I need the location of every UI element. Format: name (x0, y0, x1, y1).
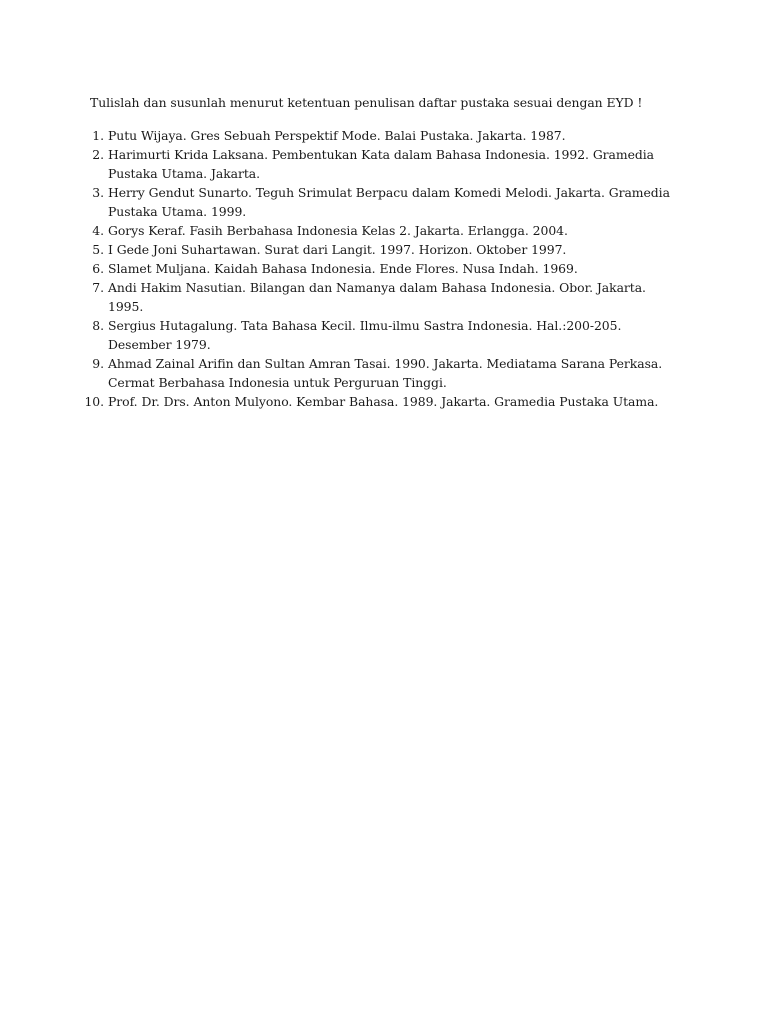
document-content (84, 93, 680, 411)
item-text: Harimurti Krida Laksana. Pembentukan Kata dalam Bahasa Indonesia. 1992. Gramedia Pustaka Utama. Jakarta. (108, 147, 655, 181)
item-number: 8. (92, 318, 104, 333)
list-item (90, 183, 680, 221)
list-item (90, 354, 680, 392)
item-text: Putu Wijaya. Gres Sebuah Perspektif Mode. Balai Pustaka. Jakarta. 1987. (108, 128, 566, 143)
item-number: 3. (92, 185, 104, 200)
item-number: 1. (92, 128, 104, 143)
instruction-text: Tulislah dan susunlah menurut ketentuan penulisan daftar pustaka sesuai dengan EYD ! (90, 95, 643, 110)
list-item (90, 316, 680, 354)
list-item (90, 126, 680, 145)
bibliography-list (84, 126, 680, 411)
item-text: I Gede Joni Suhartawan. Surat dari Langit. 1997. Horizon. Oktober 1997. (108, 242, 567, 257)
item-number: 5. (92, 242, 104, 257)
item-text: Sergius Hutagalung. Tata Bahasa Kecil. Ilmu-ilmu Sastra Indonesia. Hal.:200-205. Desember 1979. (108, 318, 622, 352)
item-number: 6. (92, 261, 104, 276)
item-text: Ahmad Zainal Arifin dan Sultan Amran Tasai. 1990. Jakarta. Mediatama Sarana Perkasa. Cermat Berbahasa Indonesia untuk Perguruan Tinggi. (108, 356, 663, 390)
list-item (90, 259, 680, 278)
item-number: 2. (92, 147, 104, 162)
item-text: Andi Hakim Nasutian. Bilangan dan Namanya dalam Bahasa Indonesia. Obor. Jakarta. 1995. (108, 280, 646, 314)
list-item (84, 392, 680, 411)
item-number: 9. (92, 356, 104, 371)
list-item (90, 221, 680, 240)
list-item (90, 278, 680, 316)
item-number: 10. (84, 394, 104, 409)
item-number: 7. (92, 280, 104, 295)
item-number: 4. (92, 223, 104, 238)
item-text: Prof. Dr. Drs. Anton Mulyono. Kembar Bahasa. 1989. Jakarta. Gramedia Pustaka Utama. (108, 394, 659, 409)
item-text: Slamet Muljana. Kaidah Bahasa Indonesia. Ende Flores. Nusa Indah. 1969. (108, 261, 578, 276)
item-text: Gorys Keraf. Fasih Berbahasa Indonesia Kelas 2. Jakarta. Erlangga. 2004. (108, 223, 568, 238)
list-item (90, 240, 680, 259)
item-text: Herry Gendut Sunarto. Teguh Srimulat Berpacu dalam Komedi Melodi. Jakarta. Gramedia Pustaka Utama. 1999. (108, 185, 670, 219)
list-item (90, 145, 680, 183)
